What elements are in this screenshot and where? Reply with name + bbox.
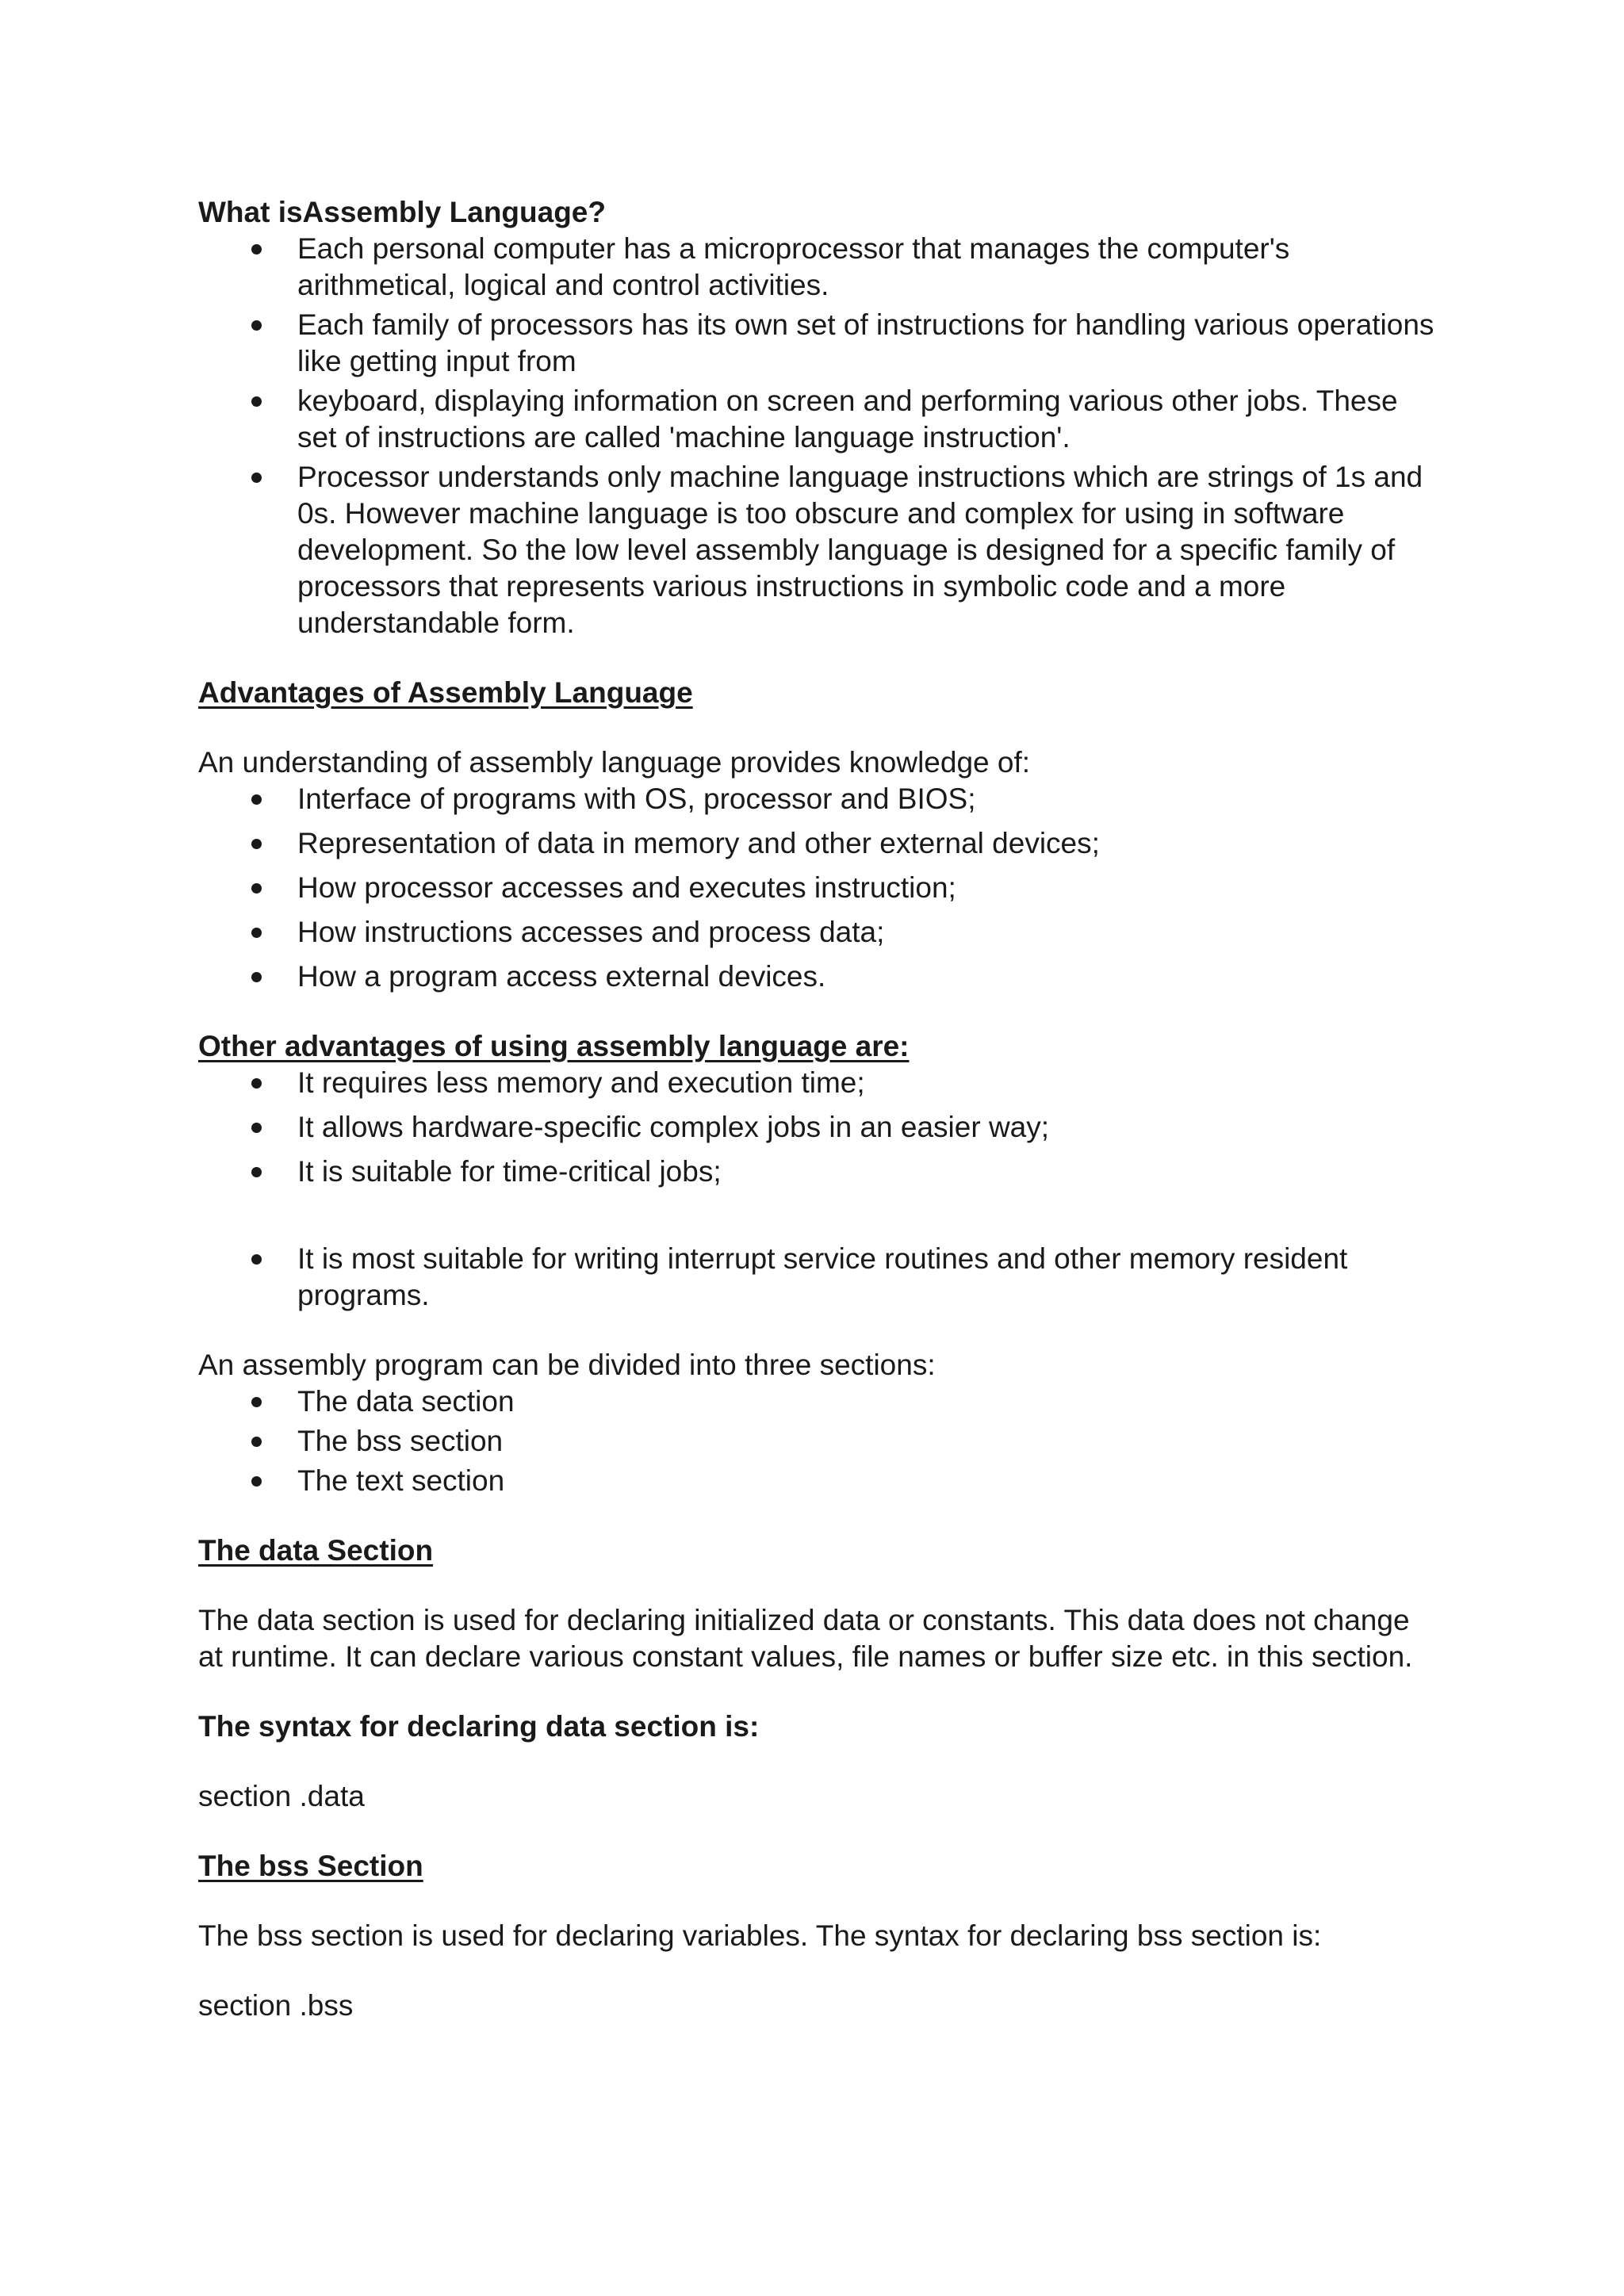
list-item-text: It allows hardware-specific complex jobs in an easier way;: [297, 1111, 1050, 1143]
data-section-code: section .data: [198, 1780, 365, 1812]
list-item-text: It is most suitable for writing interrupt service routines and other memory resident programs.: [297, 1242, 1348, 1311]
list-item-text: How a program access external devices.: [297, 960, 826, 993]
list-item-text: keyboard, displaying information on screen and performing various other jobs. These set of instructions are called 'machine language instruction'.: [297, 385, 1398, 453]
bullet-icon: [251, 1397, 262, 1407]
heading-advantages: Advantages of Assembly Language: [198, 676, 693, 709]
list-item: [198, 459, 1435, 641]
list-item-text: The bss section: [297, 1425, 504, 1457]
list-item: [198, 1154, 1435, 1190]
bullet-icon: [251, 473, 262, 483]
list-item-text: Processor understands only machine language instructions which are strings of 1s and 0s. However machine language is too obscure and complex for using in software development. So the low level assembly language is designed for a specific family of processors that represents various instructions in symbolic code and a more understandable form.: [297, 461, 1423, 639]
bullet-icon: [251, 320, 262, 331]
list-item-text: It requires less memory and execution time;: [297, 1066, 865, 1099]
list-item-text: The text section: [297, 1464, 505, 1497]
bullet-icon: [251, 1123, 262, 1133]
bullet-icon: [251, 244, 262, 254]
heading-data-section: The data Section: [198, 1534, 434, 1567]
bullet-icon: [251, 928, 262, 938]
list-item: [198, 231, 1435, 304]
bullet-icon: [251, 794, 262, 805]
list-item: [198, 1463, 1435, 1499]
list-item-text: It is suitable for time-critical jobs;: [297, 1155, 722, 1188]
list-item-text: Representation of data in memory and other external devices;: [297, 827, 1100, 859]
bss-section-body: The bss section is used for declaring variables. The syntax for declaring bss section is:: [198, 1919, 1322, 1952]
advantages-bullet-list: [198, 781, 1435, 995]
sections-bullet-list: [198, 1383, 1435, 1499]
list-item-text: Interface of programs with OS, processor and BIOS;: [297, 783, 976, 815]
bullet-icon: [251, 972, 262, 982]
list-item: [198, 1241, 1435, 1314]
bullet-icon: [251, 1437, 262, 1447]
bullet-icon: [251, 1476, 262, 1487]
list-item: [198, 307, 1435, 380]
list-item: [198, 870, 1435, 906]
bullet-icon: [251, 396, 262, 407]
list-item-text: How processor accesses and executes instruction;: [297, 871, 956, 904]
document-content: [198, 194, 1435, 2024]
sections-lead: An assembly program can be divided into three sections:: [198, 1349, 936, 1381]
list-item: [198, 1109, 1435, 1146]
list-item: [198, 914, 1435, 951]
list-item-text: Each personal computer has a microprocessor that manages the computer's arithmetical, logical and control activities.: [297, 232, 1290, 301]
list-item-text: Each family of processors has its own set of instructions for handling various operations like getting input from: [297, 308, 1434, 377]
intro-bullet-list: [198, 231, 1435, 641]
advantages-lead: An understanding of assembly language provides knowledge of:: [198, 746, 1031, 779]
list-item-text: The data section: [297, 1385, 515, 1418]
heading-other-advantages: Other advantages of using assembly language are:: [198, 1030, 910, 1062]
list-item: [198, 959, 1435, 995]
bullet-icon: [251, 1167, 262, 1177]
list-item: [198, 825, 1435, 862]
heading-data-syntax: The syntax for declaring data section is:: [198, 1710, 760, 1743]
list-item-text: How instructions accesses and process data;: [297, 916, 885, 948]
list-item: [198, 1383, 1435, 1420]
bullet-icon: [251, 883, 262, 894]
list-item: [198, 781, 1435, 817]
other-advantages-bullet-list: [198, 1065, 1435, 1314]
bss-section-code: section .bss: [198, 1989, 354, 2022]
list-item: [198, 1065, 1435, 1101]
data-section-body: The data section is used for declaring initialized data or constants. This data does not change at runtime. It can declare various constant values, file names or buffer size etc. in this section.: [198, 1604, 1413, 1673]
bullet-icon: [251, 839, 262, 849]
bullet-icon: [251, 1078, 262, 1089]
bullet-icon: [251, 1254, 262, 1265]
list-item: [198, 1423, 1435, 1460]
heading-what-is-assembly: What isAssembly Language?: [198, 196, 606, 228]
heading-bss-section: The bss Section: [198, 1850, 423, 1882]
list-item: [198, 383, 1435, 456]
